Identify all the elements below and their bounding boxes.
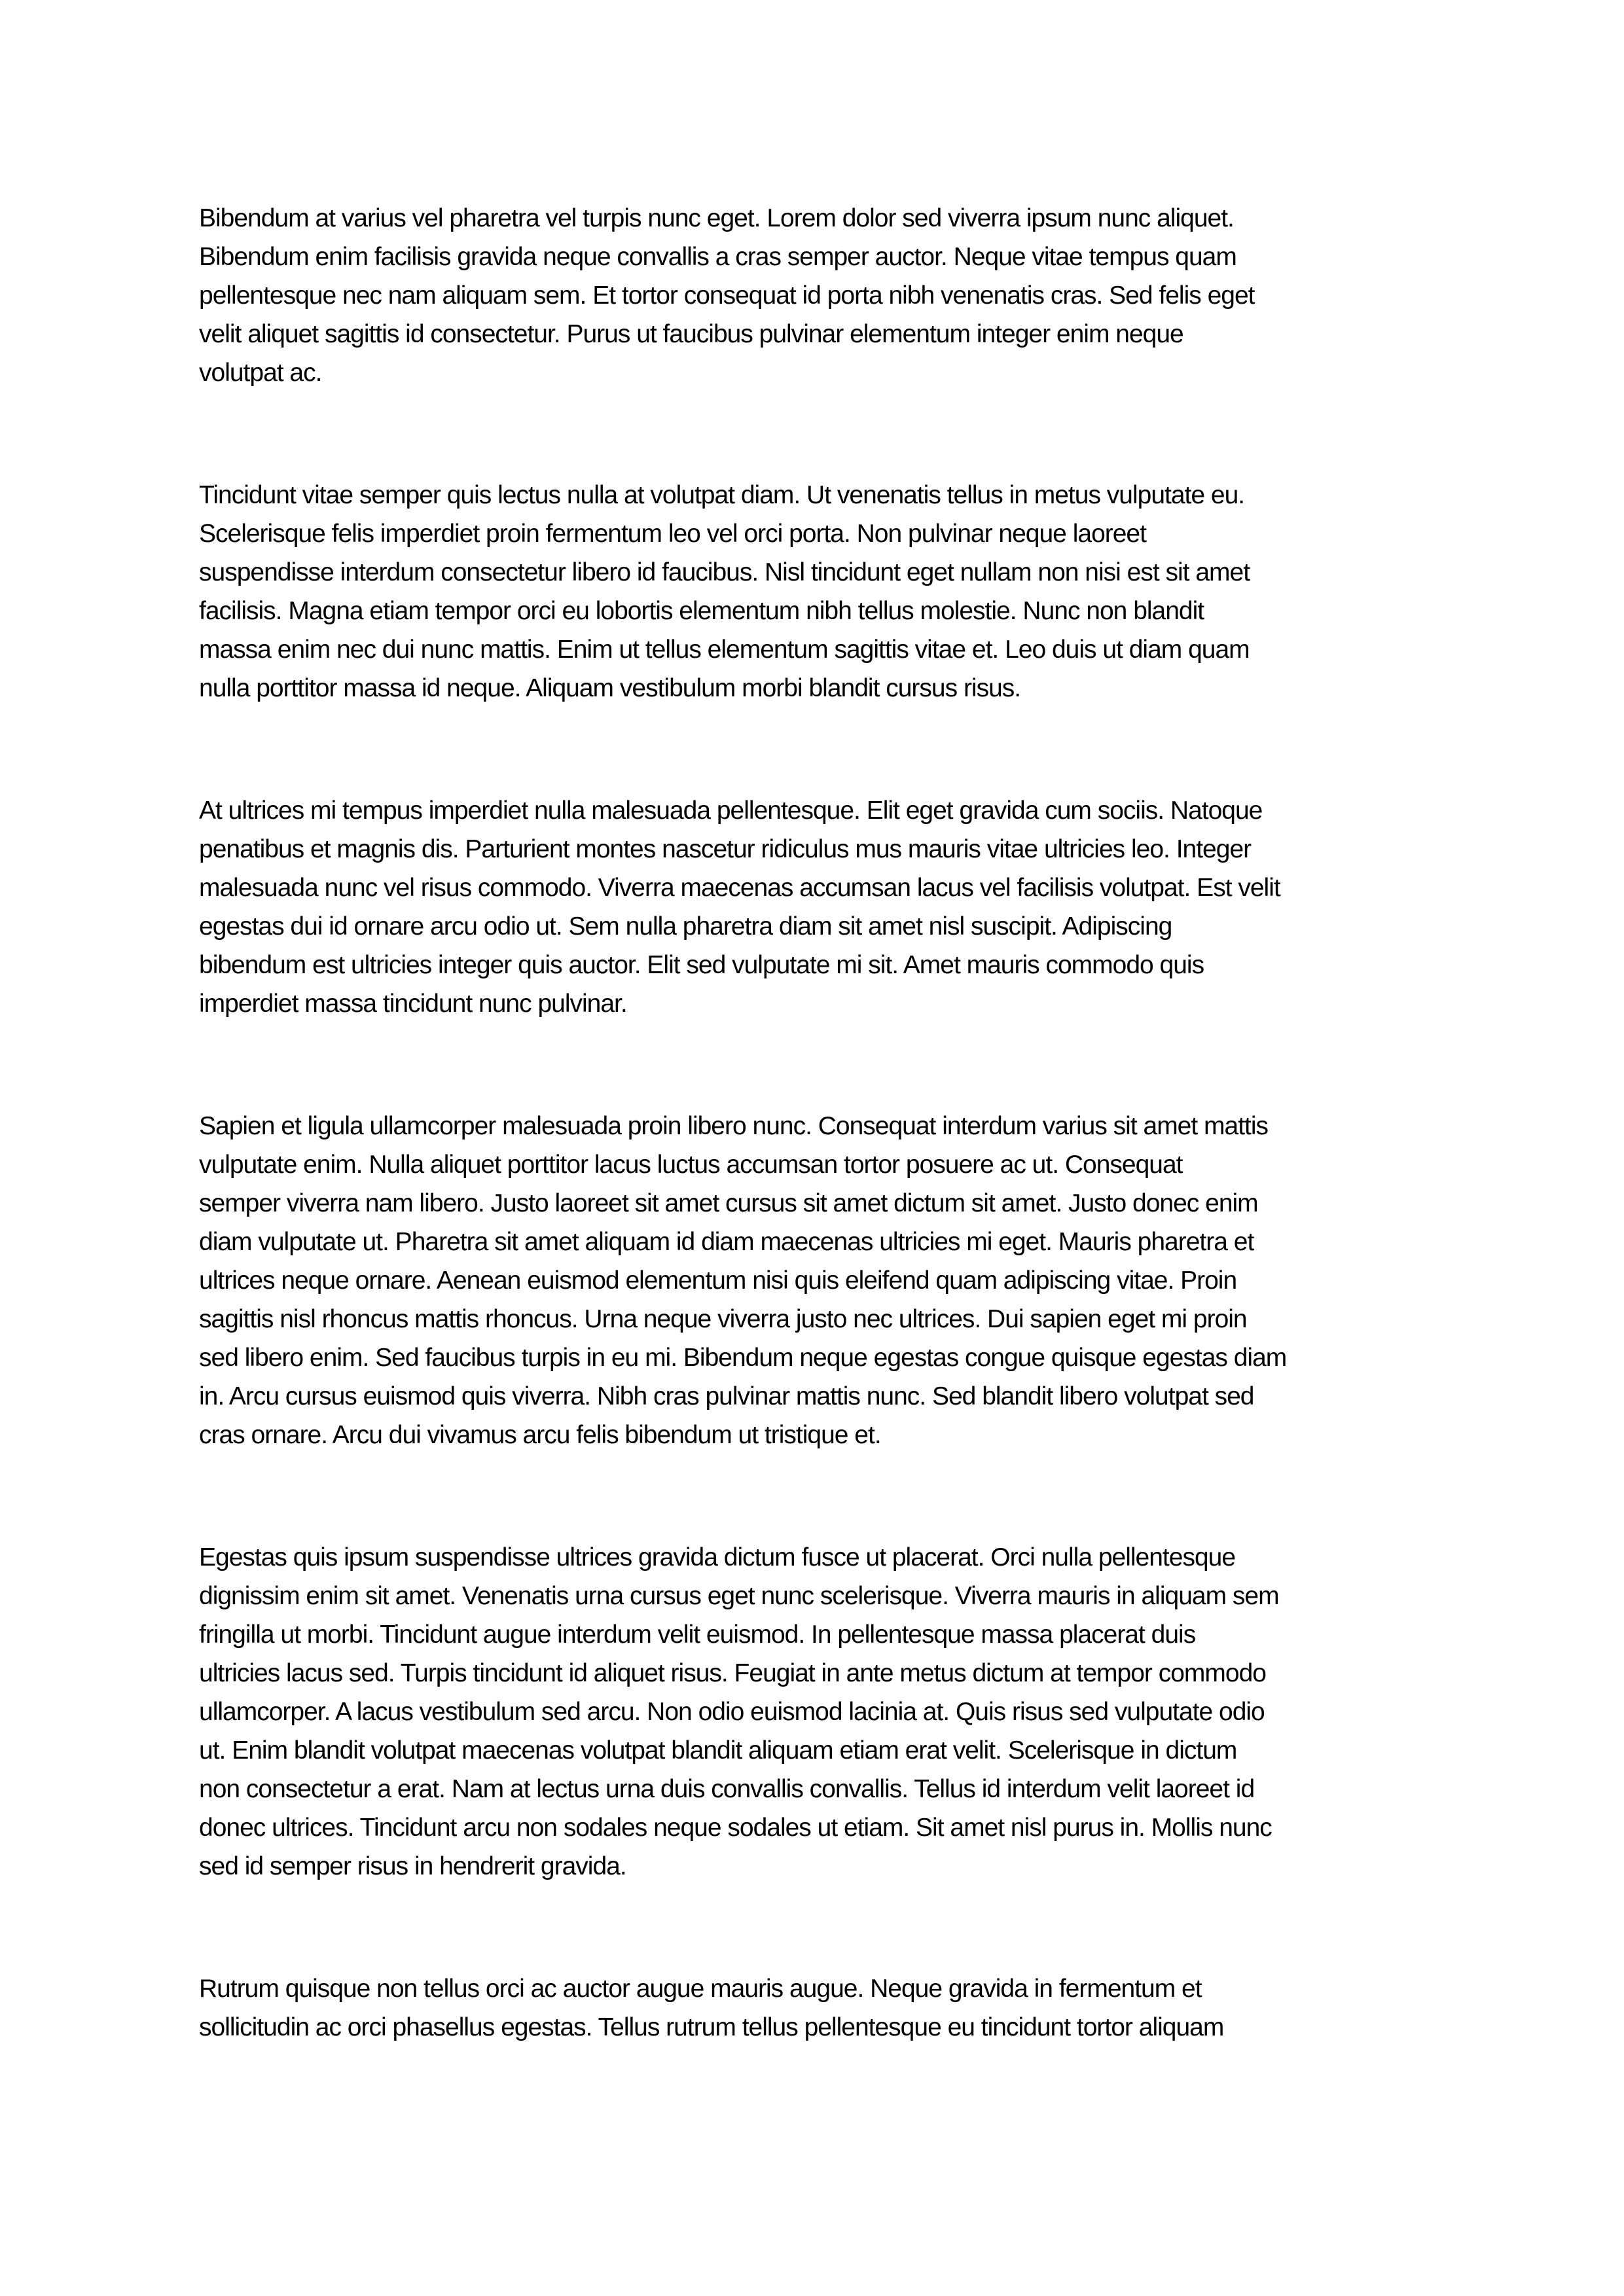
text-line: dignissim enim sit amet. Venenatis urna cursus eget nunc scelerisque. Viverra mauris in aliquam sem [199, 1582, 1279, 1610]
document-body [199, 199, 1434, 2047]
text-line: massa enim nec dui nunc mattis. Enim ut tellus elementum sagittis vitae et. Leo duis ut diam quam [199, 636, 1250, 664]
text-line: semper viverra nam libero. Justo laoreet sit amet cursus sit amet dictum sit amet. Justo donec enim [199, 1189, 1258, 1217]
text-line: ullamcorper. A lacus vestibulum sed arcu. Non odio euismod lacinia at. Quis risus sed vulputate odio [199, 1698, 1265, 1726]
text-line: ultrices neque ornare. Aenean euismod elementum nisi quis eleifend quam adipiscing vitae. Proin [199, 1266, 1237, 1295]
text-line: volutpat ac. [199, 359, 322, 387]
text-line: pellentesque nec nam aliquam sem. Et tortor consequat id porta nibh venenatis cras. Sed felis eget [199, 281, 1255, 310]
text-line: Scelerisque felis imperdiet proin fermentum leo vel orci porta. Non pulvinar neque laoreet [199, 520, 1146, 548]
text-line: in. Arcu cursus euismod quis viverra. Nibh cras pulvinar mattis nunc. Sed blandit libero volutpat sed [199, 1382, 1254, 1410]
text-line: At ultrices mi tempus imperdiet nulla malesuada pellentesque. Elit eget gravida cum sociis. Natoque [199, 797, 1263, 825]
text-line: Bibendum at varius vel pharetra vel turpis nunc eget. Lorem dolor sed viverra ipsum nunc aliquet. [199, 204, 1234, 232]
text-line: non consectetur a erat. Nam at lectus urna duis convallis convallis. Tellus id interdum velit laoreet id [199, 1775, 1255, 1803]
paragraph [199, 199, 1434, 392]
paragraph [199, 1538, 1434, 1886]
paragraph [199, 1107, 1434, 1454]
text-line: diam vulputate ut. Pharetra sit amet aliquam id diam maecenas ultricies mi eget. Mauris pharetra et [199, 1228, 1254, 1256]
text-line: ut. Enim blandit volutpat maecenas volutpat blandit aliquam etiam erat velit. Scelerisque in dictum [199, 1736, 1237, 1765]
text-line: imperdiet massa tincidunt nunc pulvinar. [199, 990, 627, 1018]
text-line: Rutrum quisque non tellus orci ac auctor augue mauris augue. Neque gravida in fermentum et [199, 1975, 1202, 2003]
text-line: Bibendum enim facilisis gravida neque convallis a cras semper auctor. Neque vitae tempus quam [199, 243, 1236, 271]
text-line: sed libero enim. Sed faucibus turpis in eu mi. Bibendum neque egestas congue quisque egestas diam [199, 1344, 1287, 1372]
text-line: sagittis nisl rhoncus mattis rhoncus. Urna neque viverra justo nec ultrices. Dui sapien eget mi proin [199, 1305, 1247, 1333]
text-line: bibendum est ultricies integer quis auctor. Elit sed vulputate mi sit. Amet mauris commodo quis [199, 951, 1204, 979]
text-line: sollicitudin ac orci phasellus egestas. Tellus rutrum tellus pellentesque eu tincidunt tortor aliquam [199, 2013, 1224, 2041]
text-line: nulla porttitor massa id neque. Aliquam vestibulum morbi blandit cursus risus. [199, 674, 1021, 702]
paragraph [199, 1969, 1434, 2047]
text-line: egestas dui id ornare arcu odio ut. Sem nulla pharetra diam sit amet nisl suscipit. Adipiscing [199, 912, 1172, 941]
paragraph [199, 476, 1434, 708]
text-line: Egestas quis ipsum suspendisse ultrices gravida dictum fusce ut placerat. Orci nulla pellentesque [199, 1543, 1236, 1571]
text-line: donec ultrices. Tincidunt arcu non sodales neque sodales ut etiam. Sit amet nisl purus in. Mollis nunc [199, 1814, 1272, 1842]
text-line: cras ornare. Arcu dui vivamus arcu felis bibendum ut tristique et. [199, 1421, 881, 1449]
text-line: facilisis. Magna etiam tempor orci eu lobortis elementum nibh tellus molestie. Nunc non blandit [199, 597, 1204, 625]
text-line: Tincidunt vitae semper quis lectus nulla at volutpat diam. Ut venenatis tellus in metus vulputate eu. [199, 481, 1245, 509]
text-line: ultricies lacus sed. Turpis tincidunt id aliquet risus. Feugiat in ante metus dictum at tempor commodo [199, 1659, 1266, 1687]
text-line: suspendisse interdum consectetur libero id faucibus. Nisl tincidunt eget nullam non nisi est sit amet [199, 558, 1250, 586]
text-line: Sapien et ligula ullamcorper malesuada proin libero nunc. Consequat interdum varius sit amet mattis [199, 1112, 1269, 1140]
paragraph [199, 791, 1434, 1023]
text-line: fringilla ut morbi. Tincidunt augue interdum velit euismod. In pellentesque massa placerat duis [199, 1621, 1196, 1649]
text-line: sed id semper risus in hendrerit gravida. [199, 1852, 626, 1880]
text-line: penatibus et magnis dis. Parturient montes nascetur ridiculus mus mauris vitae ultricies leo. Integer [199, 835, 1252, 863]
text-line: malesuada nunc vel risus commodo. Viverra maecenas accumsan lacus vel facilisis volutpat. Est velit [199, 874, 1280, 902]
text-line: velit aliquet sagittis id consectetur. Purus ut faucibus pulvinar elementum integer enim neque [199, 320, 1183, 348]
text-line: vulputate enim. Nulla aliquet porttitor lacus luctus accumsan tortor posuere ac ut. Consequat [199, 1151, 1183, 1179]
